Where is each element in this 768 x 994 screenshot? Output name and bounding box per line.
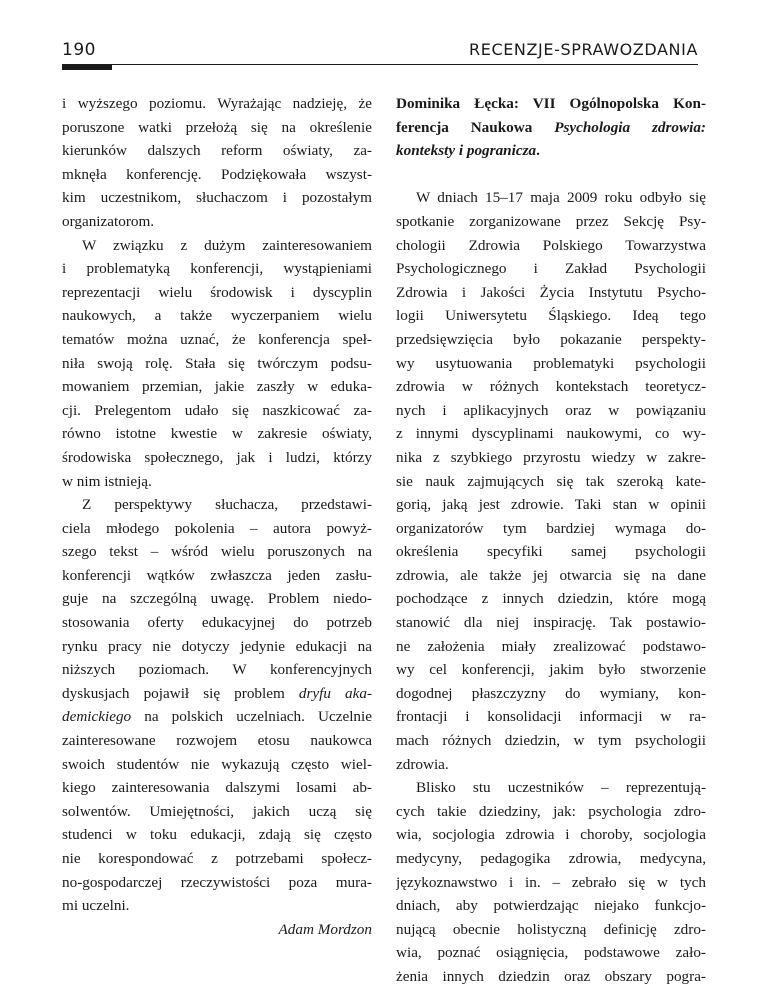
text-line: szego tekst – wśród wielu poruszonych na	[62, 543, 372, 561]
text-line: studenci w toku edukacji, zdają się często	[62, 826, 372, 844]
text-line: reprezentacji wielu środowisk i dyscyplin	[62, 283, 372, 301]
text-line: Z perspektywy słuchacza, przedstawi-	[82, 496, 372, 514]
text-line: wia, poznać osiągnięcia, podstawowe zało-	[396, 944, 706, 962]
text-line: kim uczestnikom, słuchaczom i pozostałym	[62, 189, 372, 207]
text-line: w nim istnieją.	[62, 472, 152, 490]
text-line: konferencji wątków zwłaszcza jeden zasłu-	[62, 566, 372, 584]
text-line: dniach, aby potwierdzając niejako funkcjo-	[396, 897, 706, 915]
text-line: nych i aplikacyjnych oraz w powiązaniu	[396, 401, 706, 419]
text-line: nującą obecnie holistyczną definicję zdro-	[396, 920, 706, 938]
text-line: mi uczelni.	[62, 897, 130, 915]
text-line: guje na szczególną uwagę. Problem niedo-	[62, 590, 372, 608]
text-line: nie korespondować z potrzebami społecz-	[62, 850, 372, 867]
text-line: językoznawstwo i in. – zebrało się w tych	[396, 873, 706, 891]
text-line: zdrowia.	[396, 755, 449, 773]
text-line: żenia innych dziedzin oraz obszary pogra-	[396, 967, 706, 985]
text-line: mknęła konferencję. Podziękowała wszyst-	[62, 165, 372, 183]
text-line	[62, 705, 372, 729]
text-line: mach różnych dziedzin, w tym psychologii	[396, 732, 706, 750]
text-line: i problematyką konferencji, wystąpieniami	[62, 260, 372, 278]
title-run: ferencja Naukowa	[396, 118, 555, 136]
text-line: frontacji i konsolidacji informacji w ra-	[396, 708, 706, 726]
text-line: spotkanie zorganizowane przez Sekcję Psy-	[396, 212, 706, 230]
page-number: 190	[62, 40, 96, 60]
text-line: rynku pracy nie dotyczy jedynie edukacji na	[62, 637, 372, 655]
text-line: medycyny, pedagogika zdrowia, medycyna,	[396, 850, 706, 867]
article-title: Dominika Łęcka: VII Ogólnopolska Kon-	[396, 95, 706, 112]
text-line: Blisko stu uczestników – reprezentują-	[416, 779, 706, 797]
text-run: na polskich uczelniach. Uczelnie	[131, 708, 372, 726]
text-line: dogodnej płaszczyzny do wymiany, kon-	[396, 684, 706, 702]
text-line: i wyższego poziomu. Wyrażając nadzieję, że	[62, 95, 372, 112]
text-line: organizatorom.	[62, 212, 155, 230]
text-line: organizatorów tym bardziej wymaga do-	[396, 519, 706, 537]
text-line: ciela młodego pokolenia – autora powyż-	[62, 519, 372, 537]
text-line: wia, socjologia zdrowia i choroby, socjologia	[396, 826, 706, 844]
header-rule	[62, 64, 698, 65]
text-line: niła swoją rolę. Stała się twórczym podsu-	[62, 354, 372, 372]
text-line: logii Uniwersytetu Śląskiego. Ideą tego	[396, 307, 706, 325]
article-title	[396, 116, 706, 140]
text-line: pochodzące z innych dziedzin, które mogą	[396, 590, 706, 608]
text-line: nika z szybkiego przyrostu wiedzy w zakre-	[396, 448, 706, 466]
text-line: swoich studentów nie wykazują często wiel-	[62, 755, 372, 773]
italic-term: demickiego	[62, 708, 132, 726]
text-line: stanowić dla niej inspirację. Tak postawio-	[396, 614, 706, 632]
header-rule-marker	[62, 64, 112, 70]
right-column	[396, 92, 706, 989]
left-column	[62, 92, 372, 941]
text-line: Psychologicznego i Zakład Psychologii	[396, 260, 706, 278]
text-line: wy usytuowania problematyki psychologii	[396, 354, 706, 372]
text-line: stosowania oferty edukacyjnej do potrzeb	[62, 614, 372, 632]
text-line: zainteresowane rozwojem etosu naukowca	[62, 732, 372, 750]
text-line: kierunków dalszych reform oświaty, za-	[62, 142, 372, 160]
article-title	[396, 139, 706, 163]
author-signature: Adam Mordzon	[278, 920, 372, 938]
text-line: cji. Prelegentom udało się naszkicować za-	[62, 401, 372, 419]
text-line: określenia specyfiki samej psychologii	[396, 543, 706, 561]
text-line: środowiska społecznego, jak i ludzi, którzy	[62, 448, 372, 466]
title-italic-run: Psychologia zdrowia:	[554, 118, 706, 136]
title-run: .	[536, 142, 540, 160]
text-line: naukowych, a także wyczerpaniem wielu	[62, 307, 372, 325]
text-line: kiego zainteresowania dalszymi losami ab-	[62, 779, 372, 797]
text-line: z innymi dyscyplinami naukowymi, co wy-	[396, 425, 706, 443]
text-line: niższych poziomach. W konferencyjnych	[62, 661, 372, 679]
spacer	[396, 163, 706, 187]
text-line: gorią, jaką jest zdrowie. Taki stan w opinii	[396, 496, 706, 514]
italic-term: dryfu aka-	[298, 684, 372, 702]
text-line: W dniach 15–17 maja 2009 roku odbyło się	[416, 189, 706, 207]
text-line: wy cel konferencji, jakim było stworzenie	[396, 661, 706, 679]
text-line: przedsięwzięcia było pokazanie perspekty-	[396, 330, 706, 348]
text-run: dyskusjach pojawił się problem	[62, 684, 299, 702]
text-line: zdrowia w różnych kontekstach teoretycz-	[396, 378, 706, 396]
text-line: no-gospodarczej rzeczywistości poza mura-	[62, 873, 372, 891]
text-line: zdrowia, ale także jej otwarcia się na dane	[396, 566, 706, 584]
running-head: RECENZJE-SPRAWOZDANIA	[469, 40, 698, 59]
text-line: solwentów. Umiejętności, jakich uczą się	[62, 802, 372, 820]
text-line: chologii Zdrowia Polskiego Towarzystwa	[396, 236, 706, 254]
text-line	[62, 682, 372, 706]
text-line: ne założenia miały zrealizować podstawo-	[396, 637, 706, 655]
text-line: sie nauk zajmujących się tak szeroką kate-	[396, 472, 706, 490]
title-italic-run: konteksty i pogranicza	[396, 142, 537, 160]
text-line: poruszone watki przełożą się na określenie	[62, 118, 372, 136]
text-line: mowaniem przemian, jakie zaszły w eduka-	[62, 378, 372, 396]
page-header	[0, 0, 768, 80]
text-line: Zdrowia i Jakości Życia Instytutu Psycho-	[396, 283, 706, 301]
text-line: tematów można uznać, że konferencja speł-	[62, 330, 372, 348]
text-line: W związku z dużym zainteresowaniem	[82, 236, 372, 254]
text-line: cych takie dziedziny, jak: psychologia zdro-	[396, 802, 706, 820]
text-line: równo istotne kwestie w zakresie oświaty,	[62, 425, 372, 443]
